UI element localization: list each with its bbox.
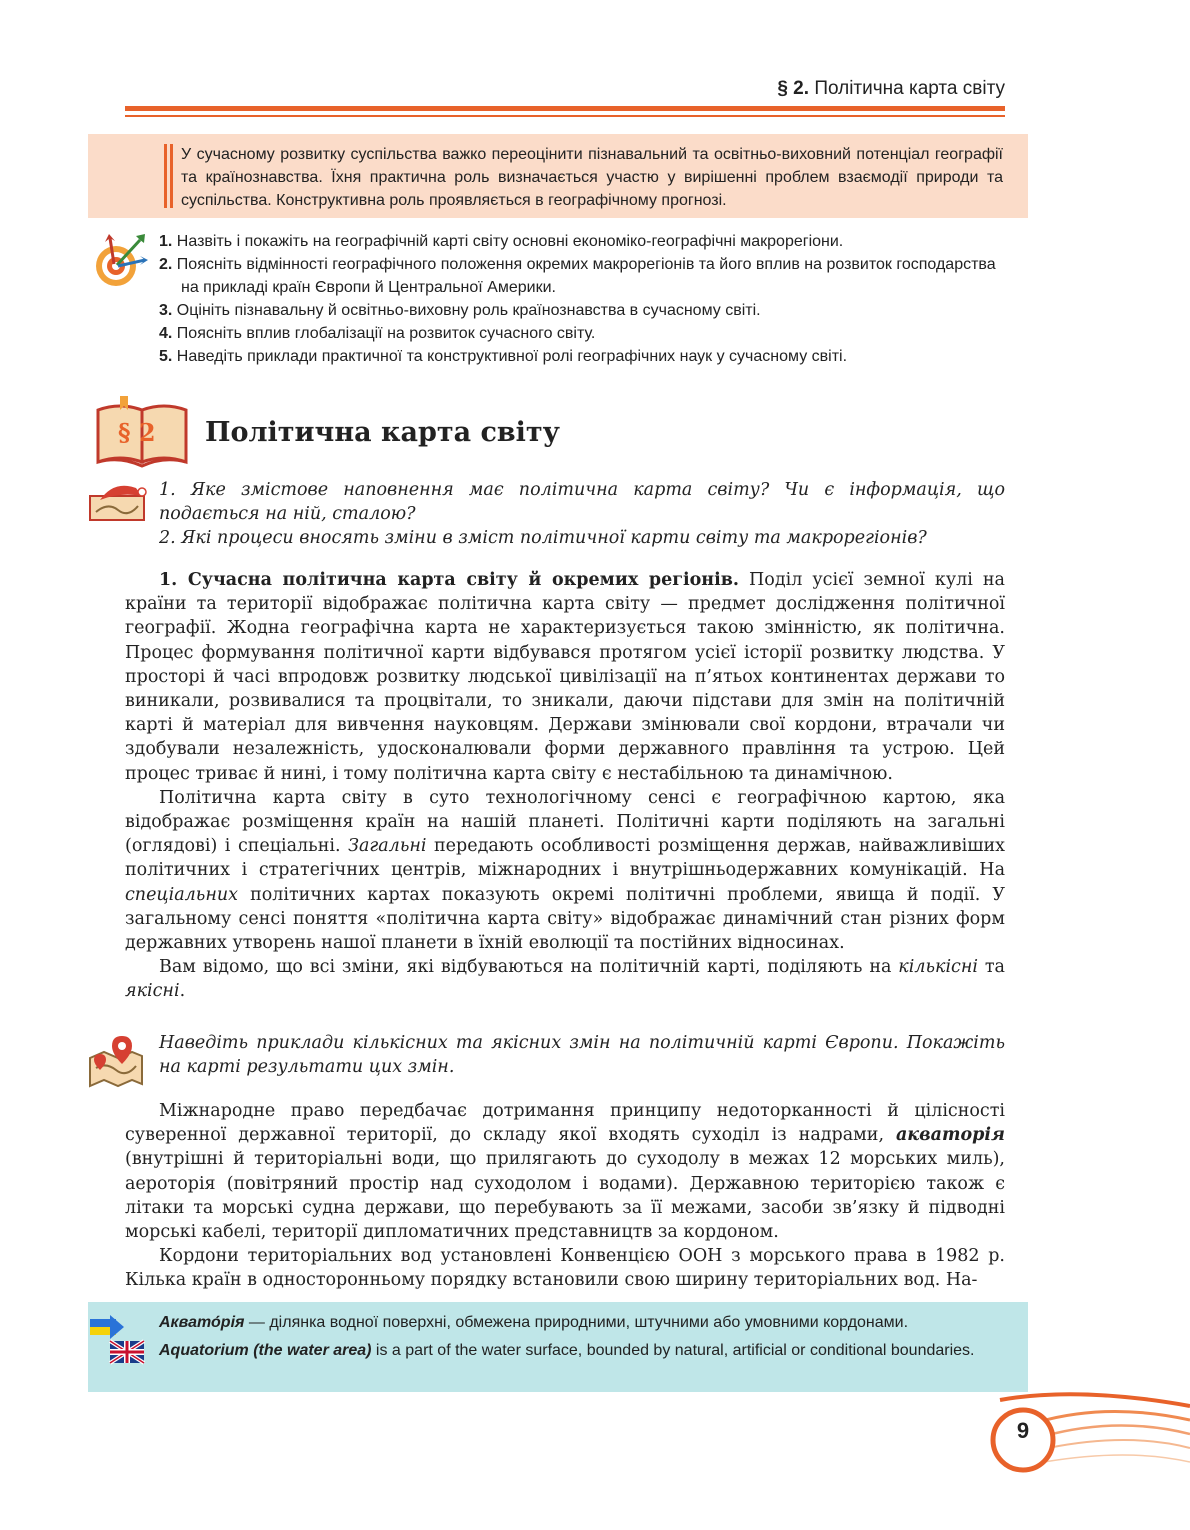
body-block-1 <box>125 568 1005 1004</box>
list-item: 5. Наведіть приклади практичної та конструктивної ролі географічних наук у сучасному світі. <box>159 348 848 365</box>
glossary-uk: Аквато́рія — ділянка водної поверхні, обмежена природними, штучними або умовними кордонами. <box>159 1314 909 1331</box>
quote-bar <box>164 144 167 208</box>
subsection-heading: 1. Сучасна політична карта світу й окремих регіонів. <box>159 570 739 590</box>
glossary-en: Aquatorium (the water area) is a part of the water surface, bounded by natural, artificial or conditional boundaries. <box>159 1342 975 1359</box>
page-number: 9 <box>1016 1418 1030 1443</box>
list-item: 4. Поясніть вплив глобалізації на розвиток сучасного світу. <box>159 325 596 342</box>
question-item: 1. Яке змістове наповнення має політична карта світу? Чи є інформація, що подається на ній, сталою? <box>159 480 1005 524</box>
paragraph: Міжнародне право передбачає дотримання принципу недоторканності й цілісності суверенної державної території, до складу якої входять суходіл із надрами, акваторія (внутрішні й територіальні води, що прилягають до суходолу в межах 12 морських миль), аероторія (повітряний простір над суходолом і водами). Державною територією також є літаки та морські судна держави, що перебувають за її межами, засоби зв’язку й підводні морські кабелі, території дипломатичних представництв за кордоном. <box>125 1101 1005 1243</box>
map-hat-icon <box>86 478 150 524</box>
running-header-section-number: § 2. <box>777 78 810 99</box>
list-item: 3. Оцініть пізнавальну й освітньо-виховну роль країнознавства в сучасному світі. <box>159 302 761 319</box>
running-header-title: Політична карта світу <box>814 78 1005 99</box>
paragraph: 1. Сучасна політична карта світу й окремих регіонів. Поділ усієї земної кулі на країни та території відображає політична карта світу — предмет дослідження політичної географії. Жодна географічна карта не характеризується такою змінністю, як політична. Процес формування політичної карти відбувався протягом усієї історії розвитку людства. У просторі й часі впродовж розвитку людської цивілізації на п’ятьох континентах держави то виникали, розвивалися та процвітали, то зникали, даючи підстави для змін на політичній карті й матеріал для вивчення науковцям. Держави змінювали свої кордони, втрачали чи здобували незалежність, удосконалювали форми державного правління та устрою. Цей процес триває й нині, і тому політична карта світу є нестабільною та динамічною. <box>125 570 1005 784</box>
section-badge-label: § 2 <box>118 418 156 447</box>
target-arrows-icon <box>90 232 150 290</box>
review-questions-list <box>159 230 1009 368</box>
body-block-2 <box>125 1099 1005 1293</box>
list-item: 1. Назвіть і покажіть на географічній карті світу основні економіко-географічні макрорегіони. <box>159 233 844 250</box>
paragraph: Вам відомо, що всі зміни, які відбуваються на політичній карті, поділяють на кількісні та якісні. <box>125 957 1005 1002</box>
quote-bar <box>170 144 173 208</box>
intro-quote-text: У сучасному розвитку суспільства важко переоцінити пізнавальний та освітньо-виховний потенціал географії та країнознавства. Їхня практична роль визначається участю у вирішенні проблем взаємодії природи та суспільства. Конструктивна роль проявляється в географічному прогнозі. <box>181 146 1003 209</box>
task-text: Наведіть приклади кількісних та якісних змін на політичній карті Європи. Покажіть на карті результати цих змін. <box>159 1033 1005 1077</box>
question-item: 2. Які процеси вносять зміни в зміст політичної карти світу та макрорегіонів? <box>159 528 927 548</box>
glossary-term-ref: акваторія <box>895 1125 1005 1146</box>
section-title: Політична карта світу <box>205 417 560 448</box>
flags-icon <box>90 1315 146 1367</box>
header-rule-thin <box>125 115 1005 117</box>
paragraph: Політична карта світу в суто технологічному сенсі є географічною картою, яка відображає розміщення країн на нашій планеті. Політичні карти поділяють на загальні (оглядові) і спеціальні. Загальні передають особливості розміщення держав, найважливіших політичних і стратегічних центрів, міжнародних і внутрішньодержавних комунікацій. На спеціальних політичних картах показують окремі політичні проблеми, явища й події. У загальному сенсі поняття «політична карта світу» відображає динамічний стан різних форм державних утворень нашої планети в їхній еволюції та постійних відносинах. <box>125 787 1005 954</box>
paragraph: Кордони територіальних вод установлені Конвенцією ООН з морського права в 1982 р. Кілька країн в односторонньому порядку встановили свою ширину територіальних вод. На- <box>125 1246 1005 1291</box>
header-rule-thick <box>125 106 1005 111</box>
list-item: 2. Поясніть відмінності географічного положення окремих макрорегіонів та його вплив на розвиток господарства на прикладі країн Європи й Центральної Америки. <box>159 256 996 296</box>
glossary-term: Аквато́рія <box>159 1314 245 1331</box>
glossary-term: Aquatorium (the water area) <box>159 1342 372 1359</box>
map-pin-icon <box>86 1034 146 1088</box>
running-header <box>650 78 1005 100</box>
section-questions <box>159 478 1005 550</box>
